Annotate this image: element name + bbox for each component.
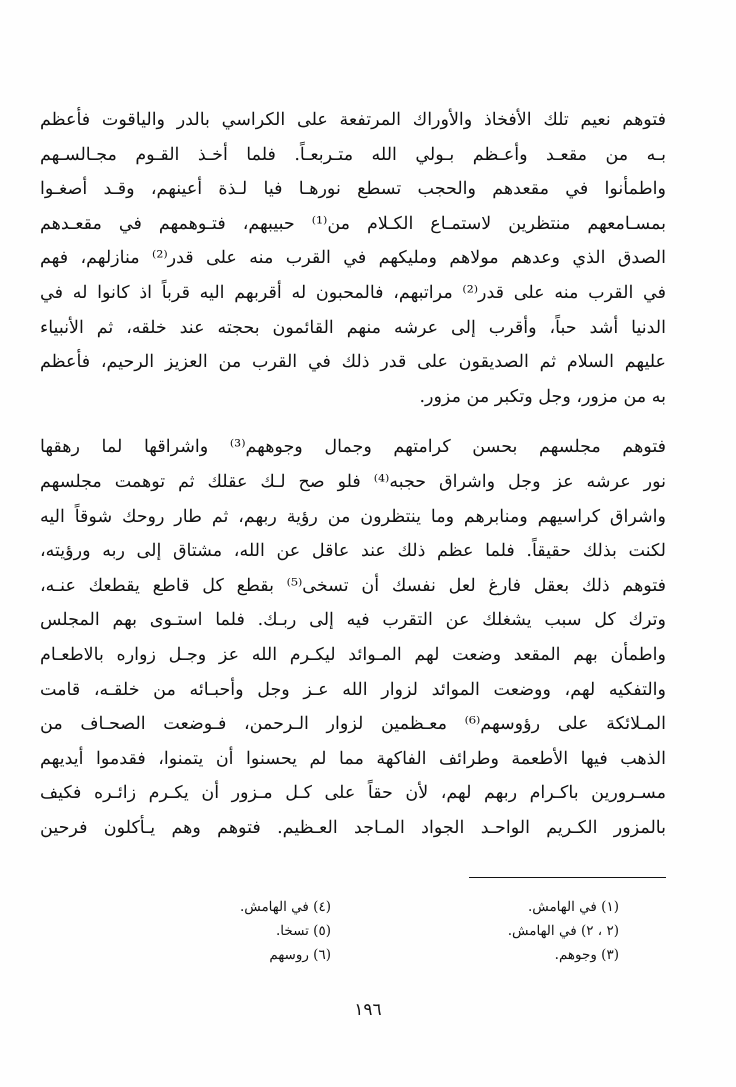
text-line: فتوهم مجلسهم بحسن كرامتهم وجمال وجوههم⁽³⁾ واشراقها لما رهقها: [40, 437, 666, 458]
paragraph-1: [40, 103, 666, 414]
text-line: بـه من مقعـد وأعـظم بـولي الله متـربعـاً. فلما أخـذ القـوم مجـالسـهم: [40, 144, 666, 165]
footnote-2: (٢ ، ٢) في الهامش.: [507, 923, 619, 939]
text-line: عليهم السلام ثم الصديقون على قدر ذلك في القرب من العزيز الرحيم، فأعظم: [40, 352, 666, 373]
text-line: الدنيا أشد حباً، وأقرب إلى عرشه منهم القائمون بحجته عند خلقه، ثم الأنبياء: [40, 317, 666, 338]
paragraph-2: [40, 430, 666, 845]
text-line: به من مزور، وجل وتكبر من مزور.: [419, 386, 666, 407]
text-line: في القرب منه على قدر⁽²⁾ مراتبهم، فالمحبون له أقربهم اليه قرباً اذ كانوا له في: [40, 282, 666, 303]
footnote-4: (٤) في الهامش.: [239, 899, 331, 915]
text-line: الذهب فيها الأطعمة وطرائف الفاكهة مما لم يحسنوا أن يتمنوا، فقدموا أيديهم: [40, 748, 666, 769]
footnote-3: (٣) وجوهم.: [554, 947, 619, 963]
text-line: لكنت بذلك حقيقاً. فلما عظم ذلك عند عاقل عن الله، مشتاق إلى ربه ورؤيته،: [40, 541, 666, 562]
page-number: ١٩٦: [354, 1000, 382, 1020]
text-line: واطمأنوا في مقعدهم والحجب تسطع نورهـا فيا لـذة أعينهم، وقـد أصغـوا: [40, 179, 666, 200]
text-line: نور عرشه عز وجل واشراق حجبه⁽⁴⁾ فلو صح لـك عقلك ثم توهمت مجلسهم: [40, 471, 666, 492]
footnotes-left-column: [131, 895, 331, 967]
text-line: فتوهم ذلك بعقل فارغ لعل نفسك أن تسخى⁽⁵⁾ بقطع كل قاطع يقطعك عنـه،: [40, 575, 666, 596]
text-line: المـلائكة على رؤوسهم⁽⁶⁾ معـظمين لزوار الـرحمن، فـوضعت الصحـاف من: [40, 714, 666, 735]
text-line: والتفكيه لهم، ووضعت الموائد لزوار الله عـز وجل وأحبـائه من خلقـه، قامت: [40, 679, 666, 700]
text-line: بالمزور الكـريم الواحـد الجواد المـاجد العـظيم. فتوهم وهم يـأكلون فرحين: [40, 817, 666, 838]
text-line: وترك كل سبب يشغلك عن التقرب فيه إلى ربـك. فلما استـوى بهم المجلس: [40, 610, 666, 631]
main-text: [40, 103, 666, 845]
text-line: واشراق كراسيهم ومنابرهم وما ينتظرون من رؤية ربهم، ثم طار روحك شوقاً اليه: [40, 506, 666, 527]
text-line: بمسـامعهم منتظرين لاستمـاع الكـلام من⁽¹⁾ حبيبهم، فتـوهمهم في مقعـدهم: [40, 213, 666, 234]
text-line: واطمأن بهم المقعد وضعت لهم المـوائد ليكـرم الله عز وجـل زواره بالاطعـام: [40, 644, 666, 665]
text-line: الصدق الذي وعدهم مولاهم ومليكهم في القرب منه على قدر⁽²⁾ منازلهم، فهم: [40, 248, 666, 269]
text-line: مسـرورين باكـرام ربهم لهم، لأن حقاً على كـل مـزور أن يكـرم زائـره فكيف: [40, 783, 666, 804]
footnote-6: (٦) روسهم: [269, 947, 331, 963]
footnotes-right-column: [409, 895, 619, 967]
text-line: فتوهم نعيم تلك الأفخاذ والأوراك المرتفعة على الكراسي بالدر والياقوت فأعظم: [40, 110, 666, 130]
footnote-separator: [469, 877, 666, 878]
footnote-1: (١) في الهامش.: [527, 899, 619, 915]
footnote-5: (٥) تسخا.: [275, 923, 331, 939]
